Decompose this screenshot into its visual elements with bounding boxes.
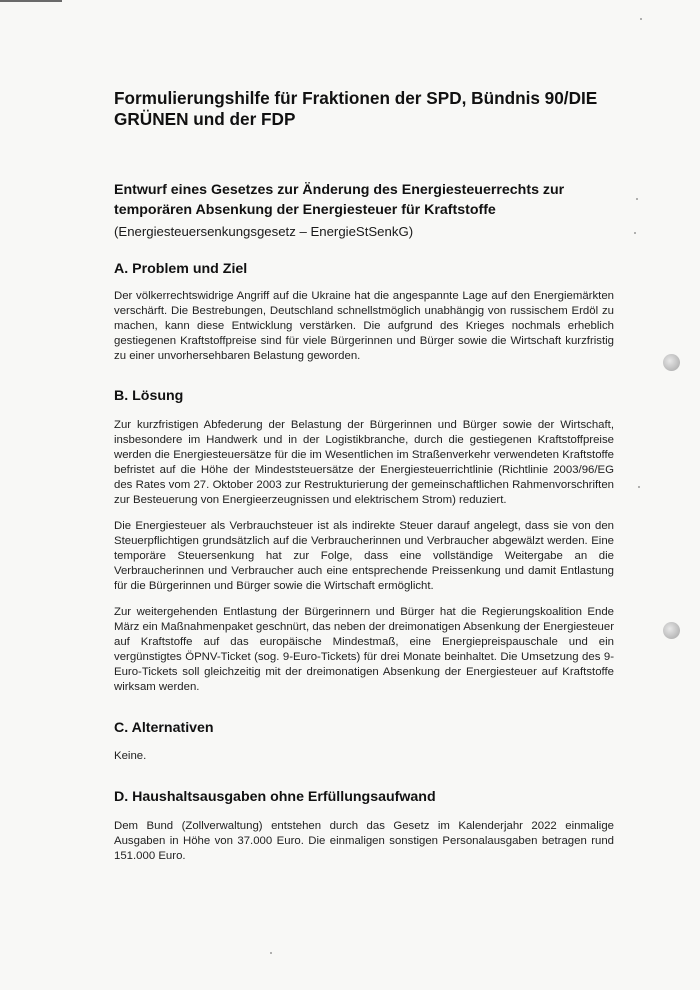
section-solution	[114, 387, 614, 695]
scan-speck	[270, 952, 272, 954]
section-alternatives	[114, 719, 614, 764]
section-heading-d: D. Haushaltsausgaben ohne Erfüllungsaufwand	[114, 789, 436, 805]
section-b-paragraph-2: Die Energiesteuer als Verbrauchsteuer ist als indirekte Steuer darauf angelegt, dass sie von den Steuerpflichtigen grundsätzlich auf die Verbraucherinnen und Verbraucher abgewälzt werden. Eine temporäre Steuersenkung hat zur Folge, dass eine vollständige Weitergabe an die Verbraucherinnen und Verbraucher auch eine entsprechende Preissenkung und damit Entlastung für die Bürgerinnen und Bürger sowie die Wirtschaft ermöglicht.	[114, 520, 614, 592]
section-heading-b: B. Lösung	[114, 388, 184, 404]
scan-top-rule	[0, 0, 62, 2]
section-c-paragraph: Keine.	[114, 750, 147, 762]
punch-hole-upper	[663, 354, 680, 371]
section-heading-a: A. Problem und Ziel	[114, 261, 248, 277]
section-d-paragraph: Dem Bund (Zollverwaltung) entstehen durch das Gesetz im Kalenderjahr 2022 einmalige Ausgaben in Höhe von 37.000 Euro. Die einmaligen sonstigen Personalausgaben betragen rund 151.000 Euro.	[114, 820, 614, 862]
law-draft-title: Entwurf eines Gesetzes zur Änderung des Energiesteuerrechts zur temporären Absenkung der Energiesteuer für Kraftstoffe	[114, 182, 565, 218]
document-body	[114, 88, 614, 864]
section-a-paragraph: Der völkerrechtswidrige Angriff auf die Ukraine hat die angespannte Lage auf den Energiemärkten verschärft. Die Bestrebungen, Deutschland schnellstmöglich unabhängig von russischem Erdöl zu machen, kann diese Entwicklung verstärken. Die aufgrund des Krieges nochmals erheblich gestiegenen Kraftstoffpreise sind für viele Bürgerinnen und Bürger sowie die Wirtschaft kurzfristig zu einer unvorhersehbaren Belastung geworden.	[114, 290, 614, 362]
scan-speck	[638, 486, 640, 488]
scan-speck	[636, 198, 638, 200]
section-b-paragraph-3: Zur weitergehenden Entlastung der Bürgerinnern und Bürger hat die Regierungskoalition Ende März ein Maßnahmenpaket geschnürt, das neben der dreimonatigen Absenkung der Energiesteuer auf Kraftstoffe auf das europäische Mindestmaß, eine Energiepreispauschale und ein vergünstigtes ÖPNV-Ticket (sog. 9-Euro-Tickets) für drei Monate beinhaltet. Die Umsetzung des 9-Euro-Tickets soll gleichzeitig mit der dreimonatigen Absenkung der Energiesteuer auf Kraftstoffe wirksam werden.	[114, 606, 614, 693]
law-short-title: (Energiesteuersenkungsgesetz – EnergieStSenkG)	[114, 224, 414, 239]
document-title: Formulierungshilfe für Fraktionen der SPD, Bündnis 90/DIE GRÜNEN und der FDP	[114, 88, 598, 129]
section-b-paragraph-1: Zur kurzfristigen Abfederung der Belastung der Bürgerinnen und Bürger sowie der Wirtschaft, insbesondere im Handwerk und in der Logistikbranche, durch die gestiegenen Kraftstoffpreise werden die Energiesteuersätze für die im Wesentlichen im Straßenverkehr verwendeten Kraftstoffe befristet auf die Höhe der Mindeststeuersätze der Energiesteuerrichtlinie (Richtlinie 2003/96/EG des Rates vom 27. Oktober 2003 zur Restrukturierung der gemeinschaftlichen Rahmenvorschriften zur Besteuerung von Energieerzeugnissen und elektrischem Strom) reduziert.	[114, 419, 614, 506]
section-heading-c: C. Alternativen	[114, 720, 214, 736]
section-problem	[114, 260, 614, 364]
scan-speck	[640, 18, 642, 20]
scan-speck	[634, 232, 636, 234]
punch-hole-lower	[663, 622, 680, 639]
section-budget	[114, 788, 614, 864]
